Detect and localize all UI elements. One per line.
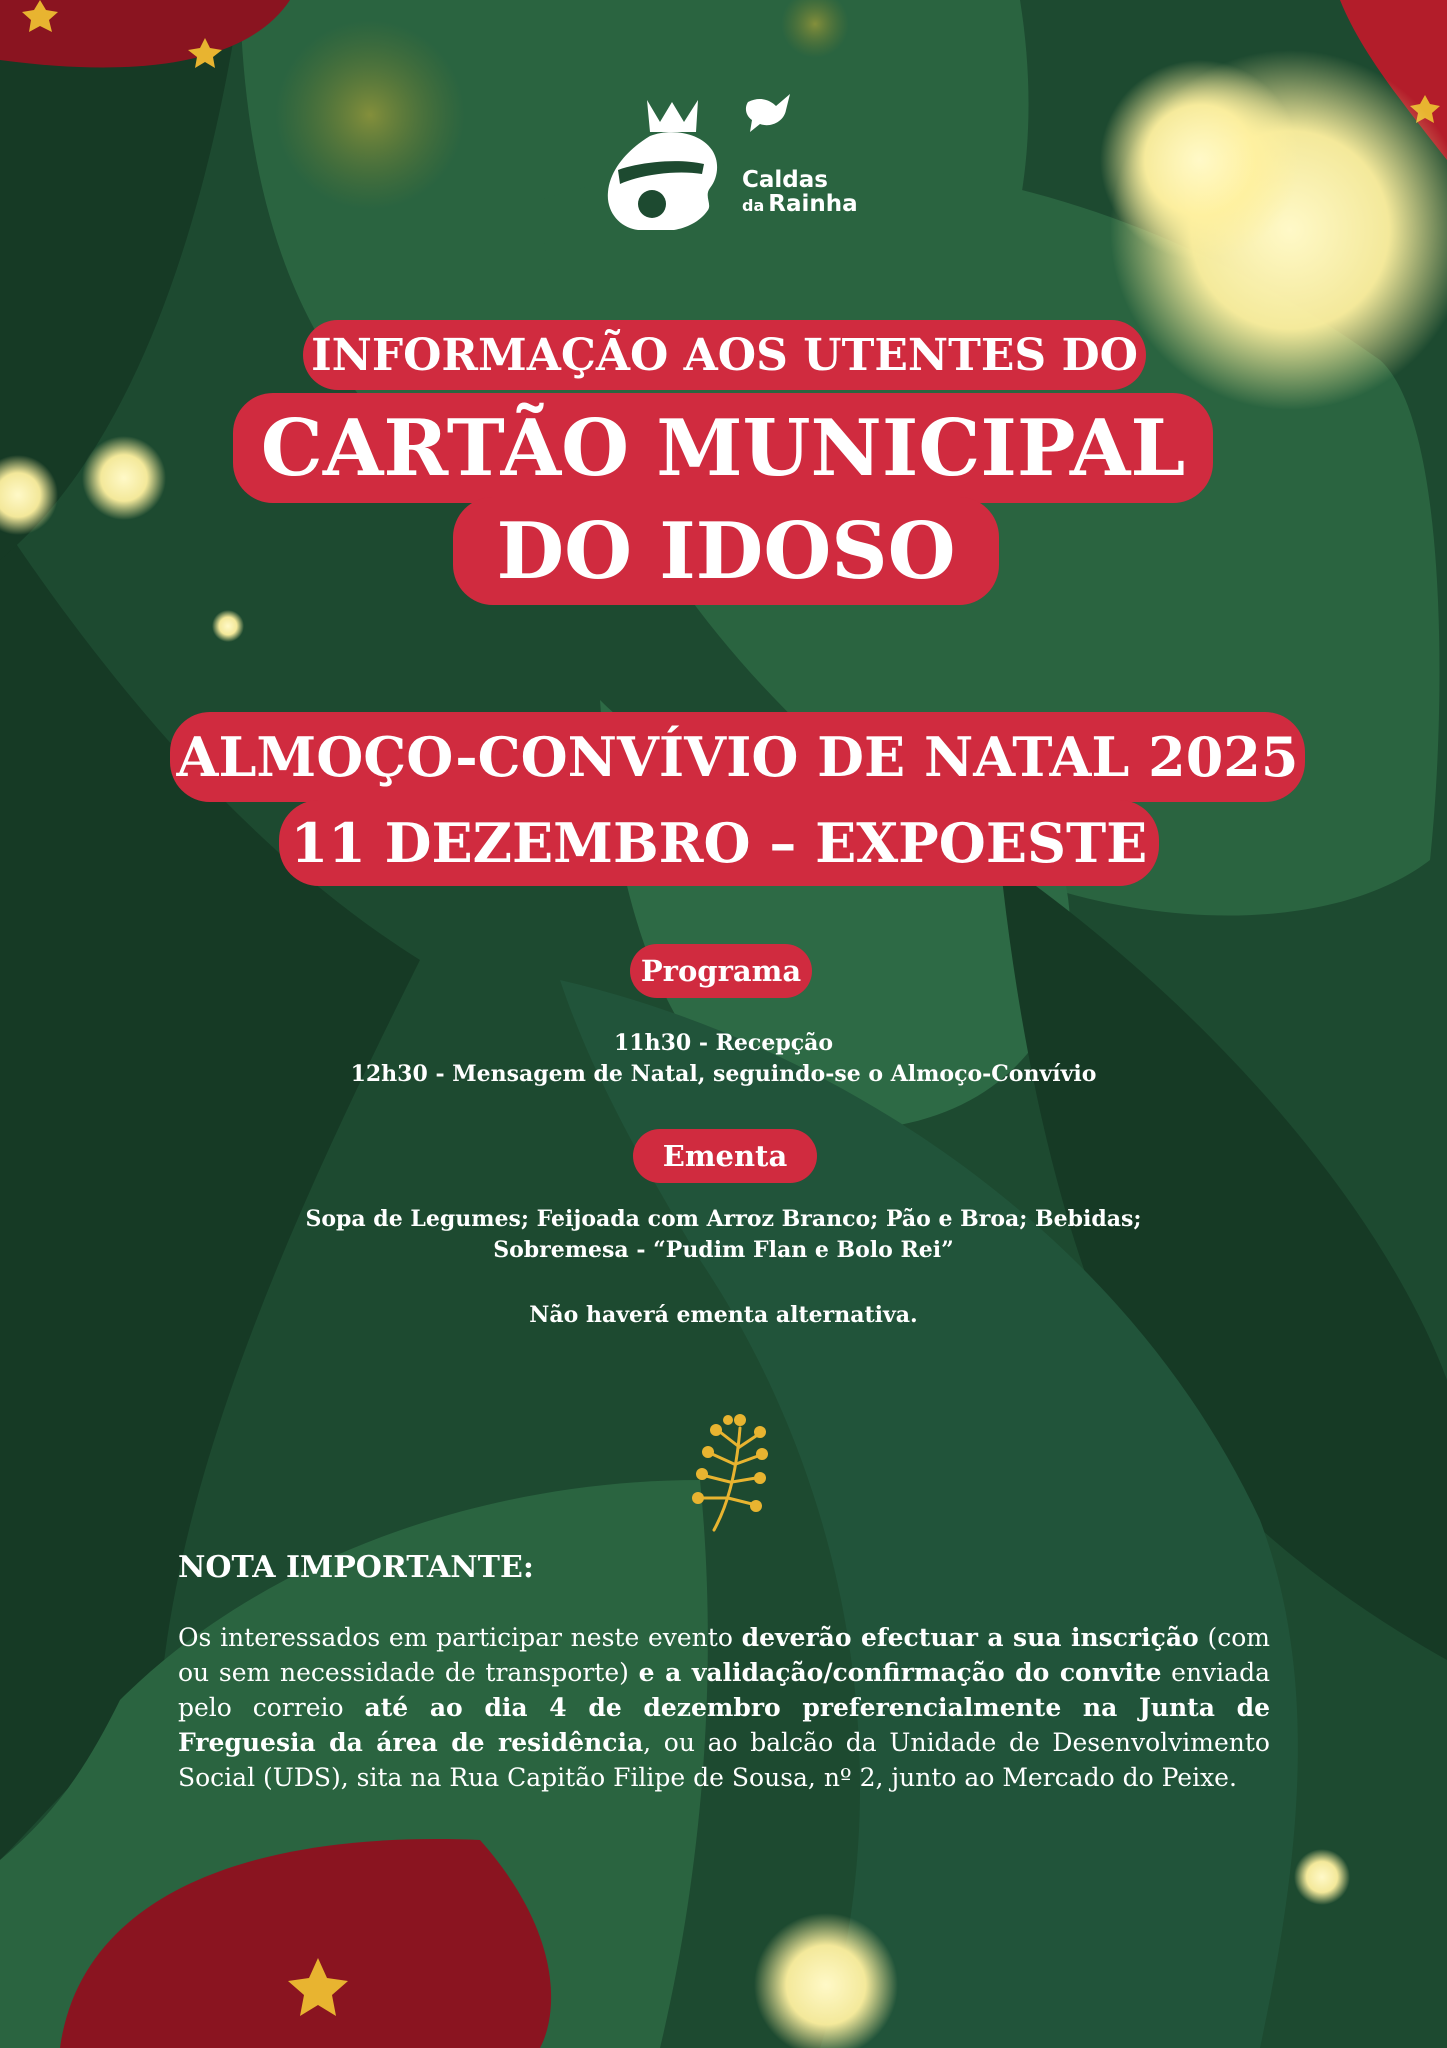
nota-segment-bold: deverão efectuar a sua inscrição	[741, 1623, 1199, 1652]
programa-heading: Programa	[630, 944, 812, 998]
programa-item: 12h30 - Mensagem de Natal, seguindo-se o Almoço-Convívio	[350, 1061, 1097, 1087]
programa-item: 11h30 - Recepção	[613, 1030, 834, 1056]
nota-segment: enviada pelo correio	[178, 1658, 1270, 1722]
ementa-item: Sopa de Legumes; Feijoada com Arroz Branco; Pão e Broa; Bebidas;	[305, 1206, 1142, 1232]
ementa-note: Não haverá ementa alternativa.	[529, 1302, 918, 1328]
nota-segment-bold: e a validação/confirmação do convite	[638, 1658, 1162, 1687]
logo-line1: Caldas	[742, 167, 828, 193]
title-line1: INFORMAÇÃO AOS UTENTES DO	[303, 320, 1146, 390]
golden-berry-sprig-icon	[676, 1398, 776, 1538]
logo-line2-prefix: da	[742, 196, 765, 215]
programa-list	[200, 1028, 1247, 1090]
nota-title: NOTA IMPORTANTE:	[178, 1550, 534, 1585]
nota-segment-bold: até ao dia 4 de dezembro preferencialmente na Junta de Freguesia da área de residência	[178, 1693, 1270, 1757]
nota-segment: Os interessados em participar neste evento	[178, 1623, 742, 1652]
nota-segment: , ou ao balcão da Unidade de Desenvolvimento Social (UDS), sita na Rua Capitão Filipe de Sousa, nº 2, junto ao Mercado do Peixe.	[178, 1728, 1270, 1792]
event-title: ALMOÇO-CONVÍVIO DE NATAL 2025	[170, 712, 1305, 802]
event-date-venue: 11 DEZEMBRO – EXPOESTE	[279, 800, 1159, 886]
logo-wordmark	[742, 168, 858, 218]
ementa-heading: Ementa	[633, 1129, 817, 1183]
title-line3: DO IDOSO	[453, 497, 999, 605]
nota-body	[178, 1620, 1270, 1795]
nota-segment: (com ou sem necessidade de transporte)	[178, 1623, 1270, 1687]
ementa-list	[200, 1204, 1247, 1266]
ementa-item: Sobremesa - “Pudim Flan e Bolo Rei”	[493, 1237, 954, 1263]
title-line2: CARTÃO MUNICIPAL	[233, 393, 1213, 503]
logo-line2: Rainha	[768, 191, 858, 217]
